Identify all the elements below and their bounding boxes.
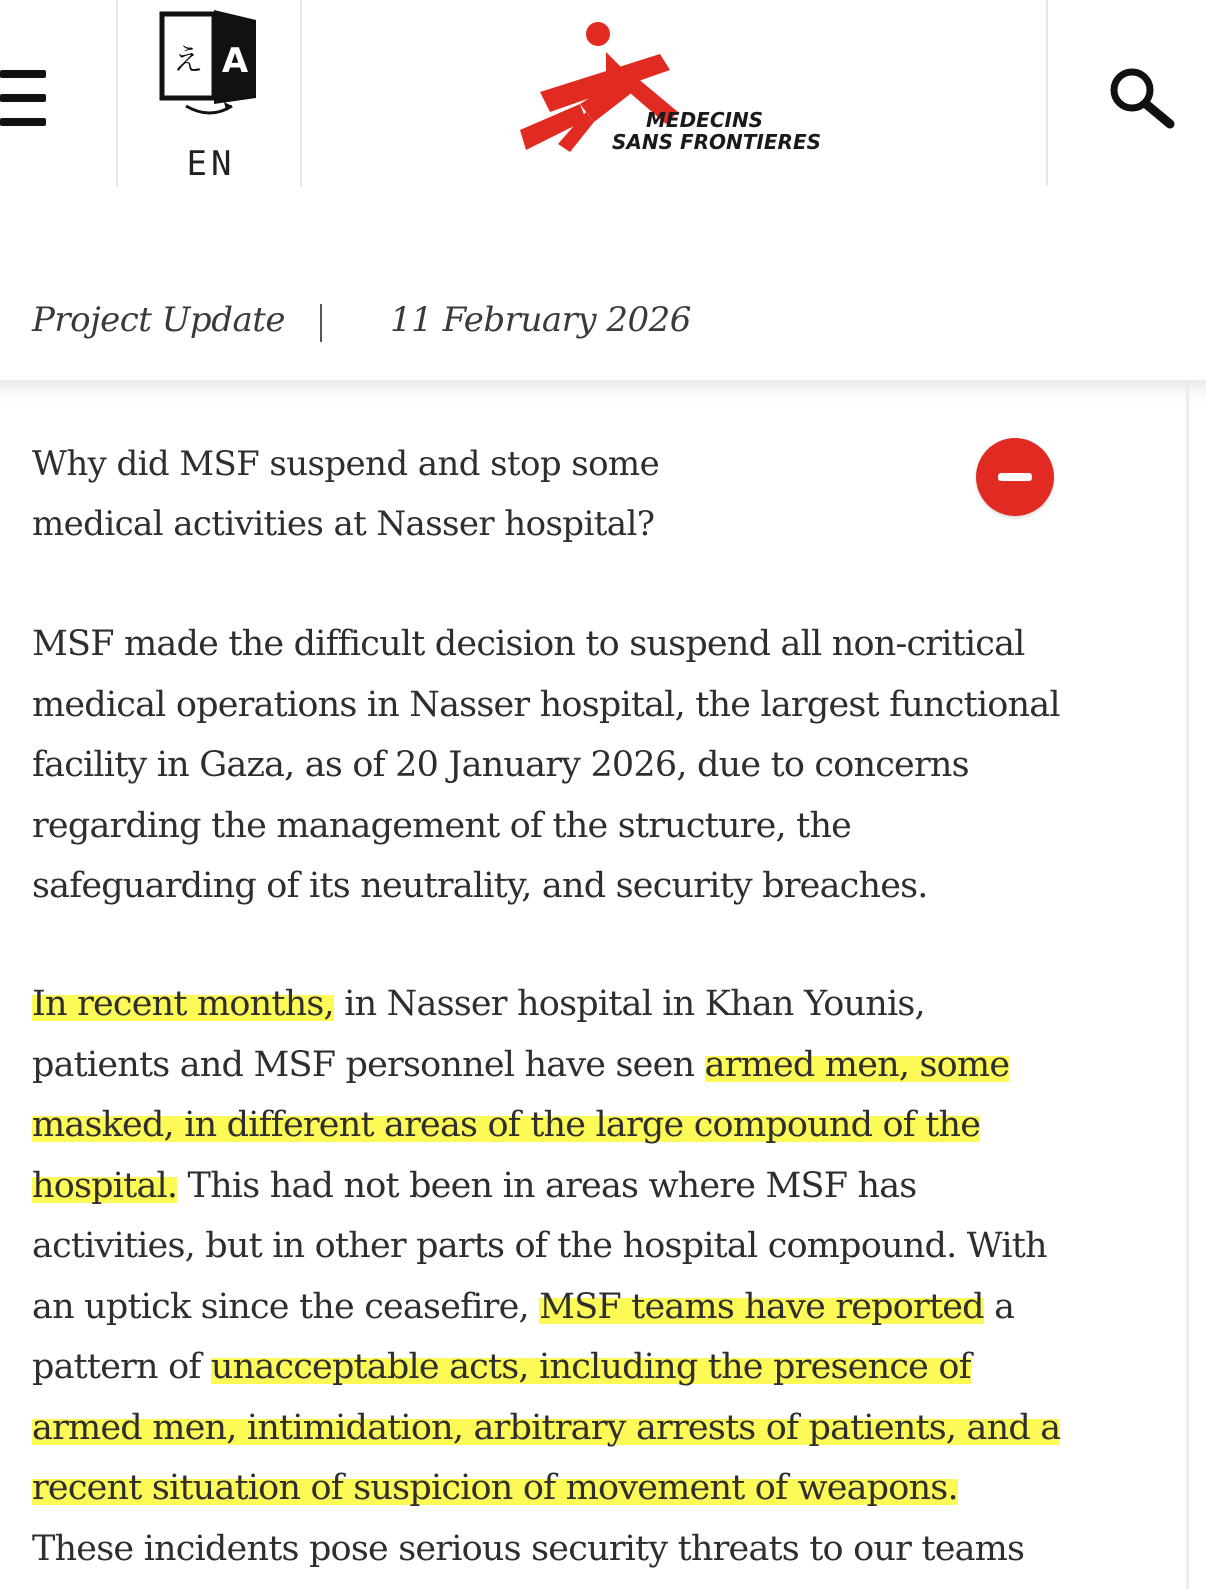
faq-question-line: medical activities at Nasser hospital? bbox=[32, 504, 655, 544]
paragraph-line: facility in Gaza, as of 20 January 2026, due to concerns bbox=[32, 745, 969, 785]
text-run: pattern of bbox=[32, 1347, 211, 1387]
article-paragraph-2 bbox=[32, 974, 1152, 1579]
paragraph-line bbox=[32, 1095, 1152, 1156]
paragraph-line bbox=[32, 1035, 1152, 1096]
text-run: in Nasser hospital in Khan Younis, bbox=[333, 984, 925, 1024]
divider bbox=[1046, 0, 1048, 186]
faq-question-line: Why did MSF suspend and stop some bbox=[32, 444, 660, 484]
meta-separator bbox=[320, 304, 322, 342]
highlighted-text: armed men, intimidation, arbitrary arrests of patients, and a bbox=[32, 1407, 1061, 1448]
highlighted-text: masked, in different areas of the large compound of the bbox=[32, 1105, 981, 1145]
article-paragraph-1 bbox=[32, 614, 1152, 917]
logo-text-line2: SANS FRONTIERES bbox=[612, 130, 822, 154]
paragraph-line: safeguarding of its neutrality, and security breaches. bbox=[32, 866, 928, 906]
language-selector[interactable] bbox=[122, 0, 300, 186]
highlighted-text: In recent months, bbox=[32, 984, 334, 1024]
site-header bbox=[0, 0, 1206, 188]
hamburger-menu-icon[interactable] bbox=[0, 70, 50, 132]
paragraph-line: activities, but in other parts of the hospital compound. With bbox=[32, 1226, 1047, 1266]
paragraph-line bbox=[32, 1337, 1152, 1398]
section-divider bbox=[0, 380, 1206, 404]
paragraph-line bbox=[32, 1277, 1152, 1338]
msf-logo[interactable] bbox=[510, 12, 850, 172]
paragraph-line: These incidents pose serious security threats to our teams bbox=[32, 1528, 1025, 1569]
search-icon bbox=[1102, 62, 1182, 132]
article-date: 11 February 2026 bbox=[390, 300, 691, 340]
text-run: an uptick since the ceasefire, bbox=[32, 1286, 540, 1327]
paragraph-line bbox=[32, 1458, 1152, 1519]
text-run: a bbox=[983, 1286, 1015, 1327]
logo-text-line1: MEDECINS bbox=[646, 108, 764, 132]
highlighted-text: unacceptable acts, including the presence of bbox=[210, 1347, 971, 1387]
paragraph-line bbox=[32, 1156, 1152, 1217]
divider bbox=[116, 0, 118, 186]
paragraph-line: medical operations in Nasser hospital, the largest functional bbox=[32, 684, 1060, 725]
article-category[interactable]: Project Update bbox=[32, 300, 286, 340]
paragraph-line bbox=[32, 974, 1152, 1035]
svg-text:A: A bbox=[221, 41, 249, 81]
text-run: This had not been in areas where MSF has bbox=[177, 1165, 917, 1206]
divider bbox=[300, 0, 302, 186]
highlighted-text: armed men, some bbox=[704, 1044, 1010, 1085]
text-run: patients and MSF personnel have seen bbox=[32, 1044, 705, 1085]
highlighted-text: recent situation of suspicion of movement of weapons. bbox=[32, 1468, 958, 1508]
collapse-minus-icon[interactable] bbox=[976, 438, 1054, 516]
content-edge bbox=[1186, 380, 1189, 1589]
faq-question[interactable] bbox=[32, 434, 932, 554]
paragraph-line: MSF made the difficult decision to suspend all non-critical bbox=[32, 624, 1025, 664]
search-button[interactable] bbox=[1102, 62, 1182, 132]
paragraph-line bbox=[32, 1398, 1152, 1459]
highlighted-text: MSF teams have reported bbox=[539, 1286, 984, 1327]
svg-text:え: え bbox=[173, 43, 203, 78]
translate-icon bbox=[158, 6, 268, 126]
language-label: EN bbox=[186, 144, 236, 184]
highlighted-text: hospital. bbox=[32, 1165, 178, 1206]
paragraph-line: regarding the management of the structure, the bbox=[32, 805, 852, 846]
